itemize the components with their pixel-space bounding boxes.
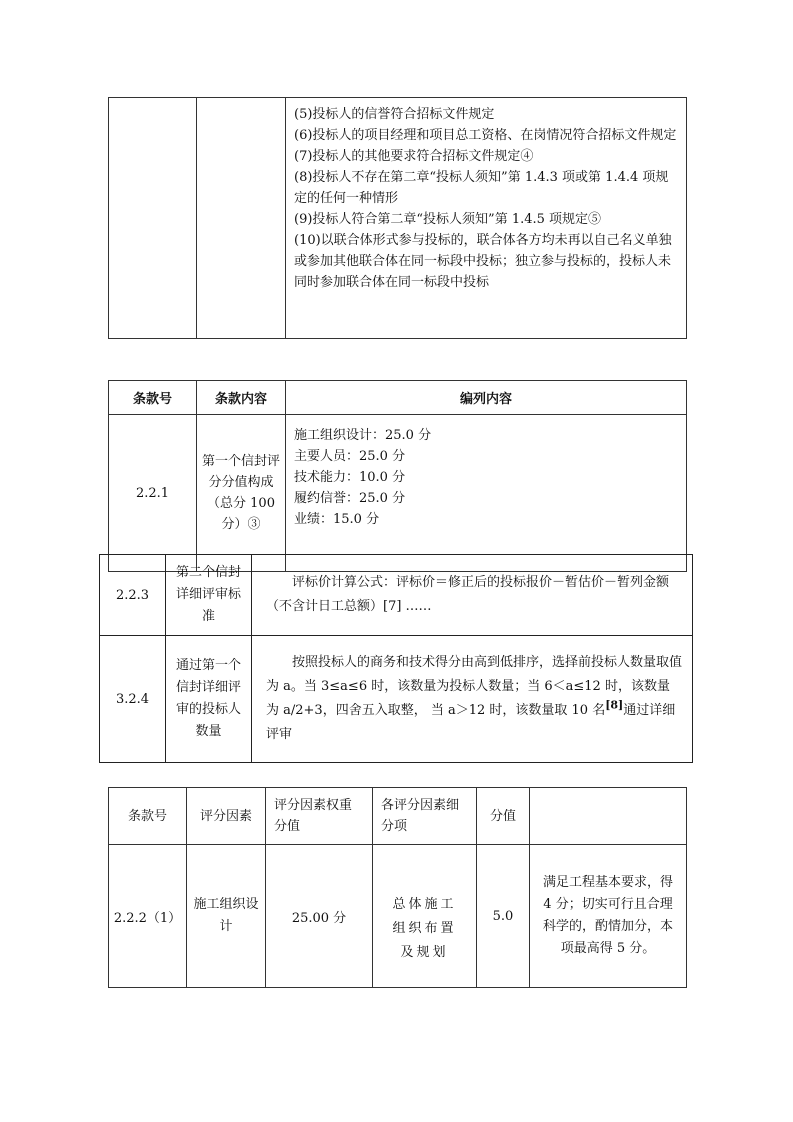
criteria-line: (5)投标人的信誉符合招标文件规定	[294, 107, 495, 122]
criteria-line: (10)以联合体形式参与投标的，联合体各方均未再以自己名义单独或参加其他联合体在同一标段中投标；独立参与投标的，投标人未同时参加联合体在同一标段中投标	[294, 233, 672, 290]
score-item: 主要人员：25.0 分	[294, 449, 406, 464]
content-cell	[197, 98, 286, 339]
score-item: 履约信誉：25.0 分	[294, 491, 406, 506]
header-listed-content: 编列内容	[286, 381, 687, 415]
criteria-line: (7)投标人的其他要求符合招标文件规定④	[294, 149, 534, 164]
score-item: 技术能力：10.0 分	[294, 470, 406, 485]
table-header-row	[109, 381, 687, 415]
clause-content: 第二个信封详细评审标准	[166, 555, 252, 636]
score-composition-table	[108, 380, 687, 572]
header-weight: 评分因素权重分值	[266, 788, 373, 845]
evaluation-standard-table	[99, 554, 693, 763]
table-row	[100, 636, 693, 763]
table-row	[109, 845, 687, 988]
criteria-line: (8)投标人不存在第二章“投标人须知”第 1.4.3 项或第 1.4.4 项规定的任何一种情形	[294, 170, 669, 206]
header-note	[530, 788, 687, 845]
table-header-row	[109, 788, 687, 845]
footnote-ref: [8]	[605, 698, 624, 712]
clause-text: 评标价计算公式：评标价＝修正后的投标报价－暂估价－暂列金额（不含计日工总额）[7] ……	[252, 555, 693, 636]
clause-number: 2.2.3	[100, 555, 166, 636]
weight-value: 25.00 分	[266, 845, 373, 988]
table-row	[109, 415, 687, 572]
header-clause-content: 条款内容	[197, 381, 286, 415]
header-score: 分值	[477, 788, 530, 845]
table-row	[100, 555, 693, 636]
clause-number: 2.2.1	[109, 415, 197, 572]
table-row	[109, 98, 687, 339]
header-subitems: 各评分因素细分项	[373, 788, 477, 845]
criteria-line: (9)投标人符合第二章“投标人须知”第 1.4.5 项规定⑤	[294, 212, 602, 227]
header-clause-no: 条款号	[109, 381, 197, 415]
score-item: 业绩：15.0 分	[294, 512, 380, 527]
clause-content: 第一个信封评分分值构成（总分 100 分）③	[197, 415, 286, 572]
score-item: 施工组织设计：25.0 分	[294, 428, 432, 443]
header-clause-no: 条款号	[109, 788, 187, 845]
clause-content: 通过第一个信封详细评审的投标人数量	[166, 636, 252, 763]
score-value: 5.0	[477, 845, 530, 988]
clause-text-tail: 通过详细评审	[266, 703, 676, 742]
criteria-cell	[286, 98, 687, 339]
clause-number: 3.2.4	[100, 636, 166, 763]
criteria-line: (6)投标人的项目经理和项目总工资格、在岗情况符合招标文件规定	[294, 128, 677, 143]
listed-content	[286, 415, 687, 572]
clause-number: 2.2.2（1）	[109, 845, 187, 988]
scoring-note: 满足工程基本要求，得 4 分；切实可行且合理科学的，酌情加分，本项最高得 5 分。	[530, 845, 687, 988]
qualification-table	[108, 97, 687, 339]
scoring-factor-table	[108, 787, 687, 988]
subitem-name: 总体施工组织布置及规划	[373, 845, 477, 988]
clause-text	[252, 636, 693, 763]
clause-text-main: 按照投标人的商务和技术得分由高到低排序，选择前投标人数量取值为 a。当 3≤a≤6 时，该数量为投标人数量；当 6＜a≤12 时，该数量为 a/2+3，四舍五入取整， 当 a＞12 时，该数量取 10 名	[266, 655, 683, 718]
header-factor: 评分因素	[187, 788, 266, 845]
clause-cell	[109, 98, 197, 339]
factor-name: 施工组织设计	[187, 845, 266, 988]
